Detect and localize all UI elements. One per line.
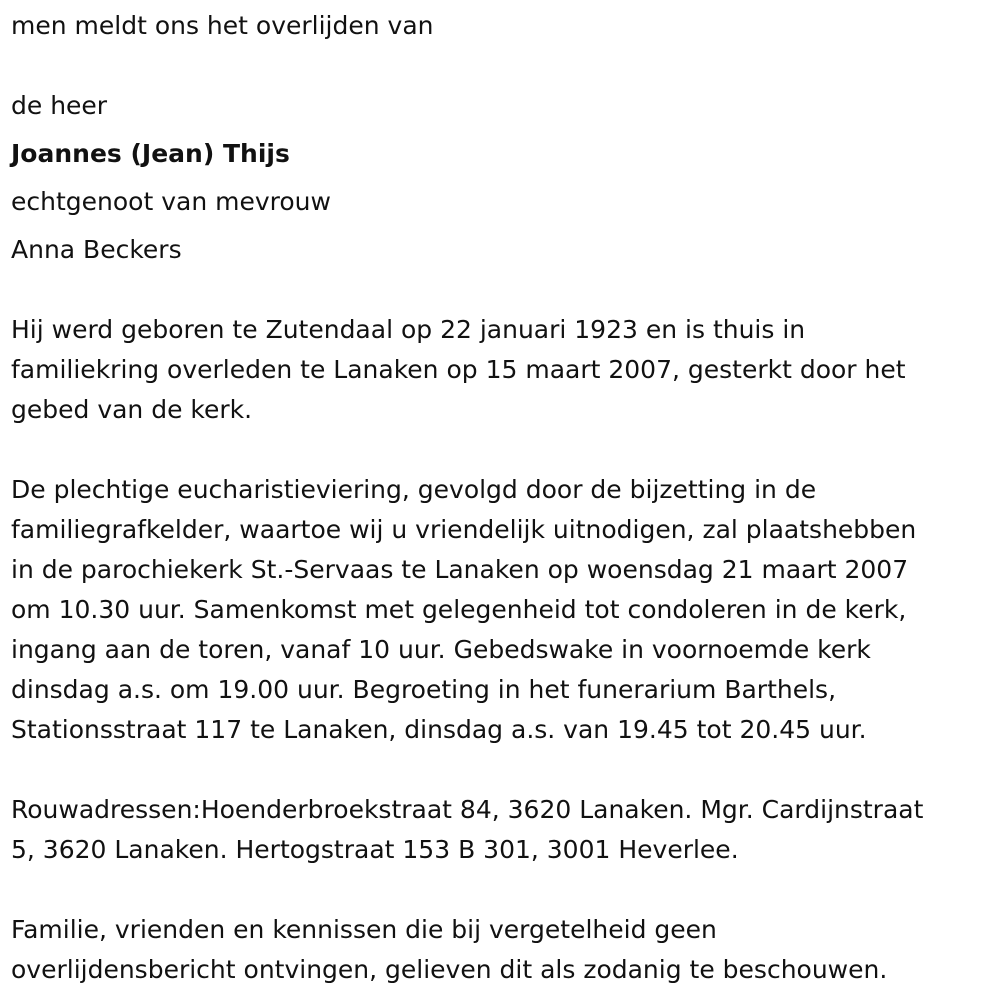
paragraph-line: overlijdensbericht ontvingen, gelieven dit als zodanig te beschouwen. — [11, 955, 888, 984]
paragraph-line: dinsdag a.s. om 19.00 uur. Begroeting in het funerarium Barthels, — [11, 675, 837, 704]
paragraph-line: De plechtige eucharistieviering, gevolgd door de bijzetting in de — [11, 475, 817, 504]
paragraph-line: Stationsstraat 117 te Lanaken, dinsdag a.s. van 19.45 tot 20.45 uur. — [11, 715, 867, 744]
spouse-name: Anna Beckers — [11, 235, 182, 264]
intro-text: men meldt ons het overlijden van — [11, 11, 434, 40]
paragraph-ceremony — [11, 470, 916, 750]
paragraph-line: familiegrafkelder, waartoe wij u vriendelijk uitnodigen, zal plaatshebben — [11, 515, 917, 544]
paragraph-line: gebed van de kerk. — [11, 395, 253, 424]
deceased-name: Joannes (Jean) Thijs — [11, 139, 290, 168]
paragraph-line: familiekring overleden te Lanaken op 15 maart 2007, gesterkt door het — [11, 355, 906, 384]
paragraph-line: ingang aan de toren, vanaf 10 uur. Gebedswake in voornoemde kerk — [11, 635, 871, 664]
paragraph-addresses — [11, 790, 923, 870]
paragraph-closing — [11, 910, 887, 990]
deceased-header — [11, 82, 331, 274]
paragraph-line: Hij werd geboren te Zutendaal op 22 januari 1923 en is thuis in — [11, 315, 806, 344]
spouse-label: echtgenoot van mevrouw — [11, 187, 331, 216]
paragraph-line: Rouwadressen:Hoenderbroekstraat 84, 3620 Lanaken. Mgr. Cardijnstraat — [11, 795, 924, 824]
paragraph-line: Familie, vrienden en kennissen die bij vergetelheid geen — [11, 915, 717, 944]
paragraph-line: in de parochiekerk St.-Servaas te Lanaken op woensdag 21 maart 2007 — [11, 555, 909, 584]
paragraph-line: om 10.30 uur. Samenkomst met gelegenheid tot condoleren in de kerk, — [11, 595, 907, 624]
paragraph-line: 5, 3620 Lanaken. Hertogstraat 153 B 301, 3001 Heverlee. — [11, 835, 739, 864]
paragraph-birth-death — [11, 310, 906, 430]
title-prefix: de heer — [11, 91, 108, 120]
